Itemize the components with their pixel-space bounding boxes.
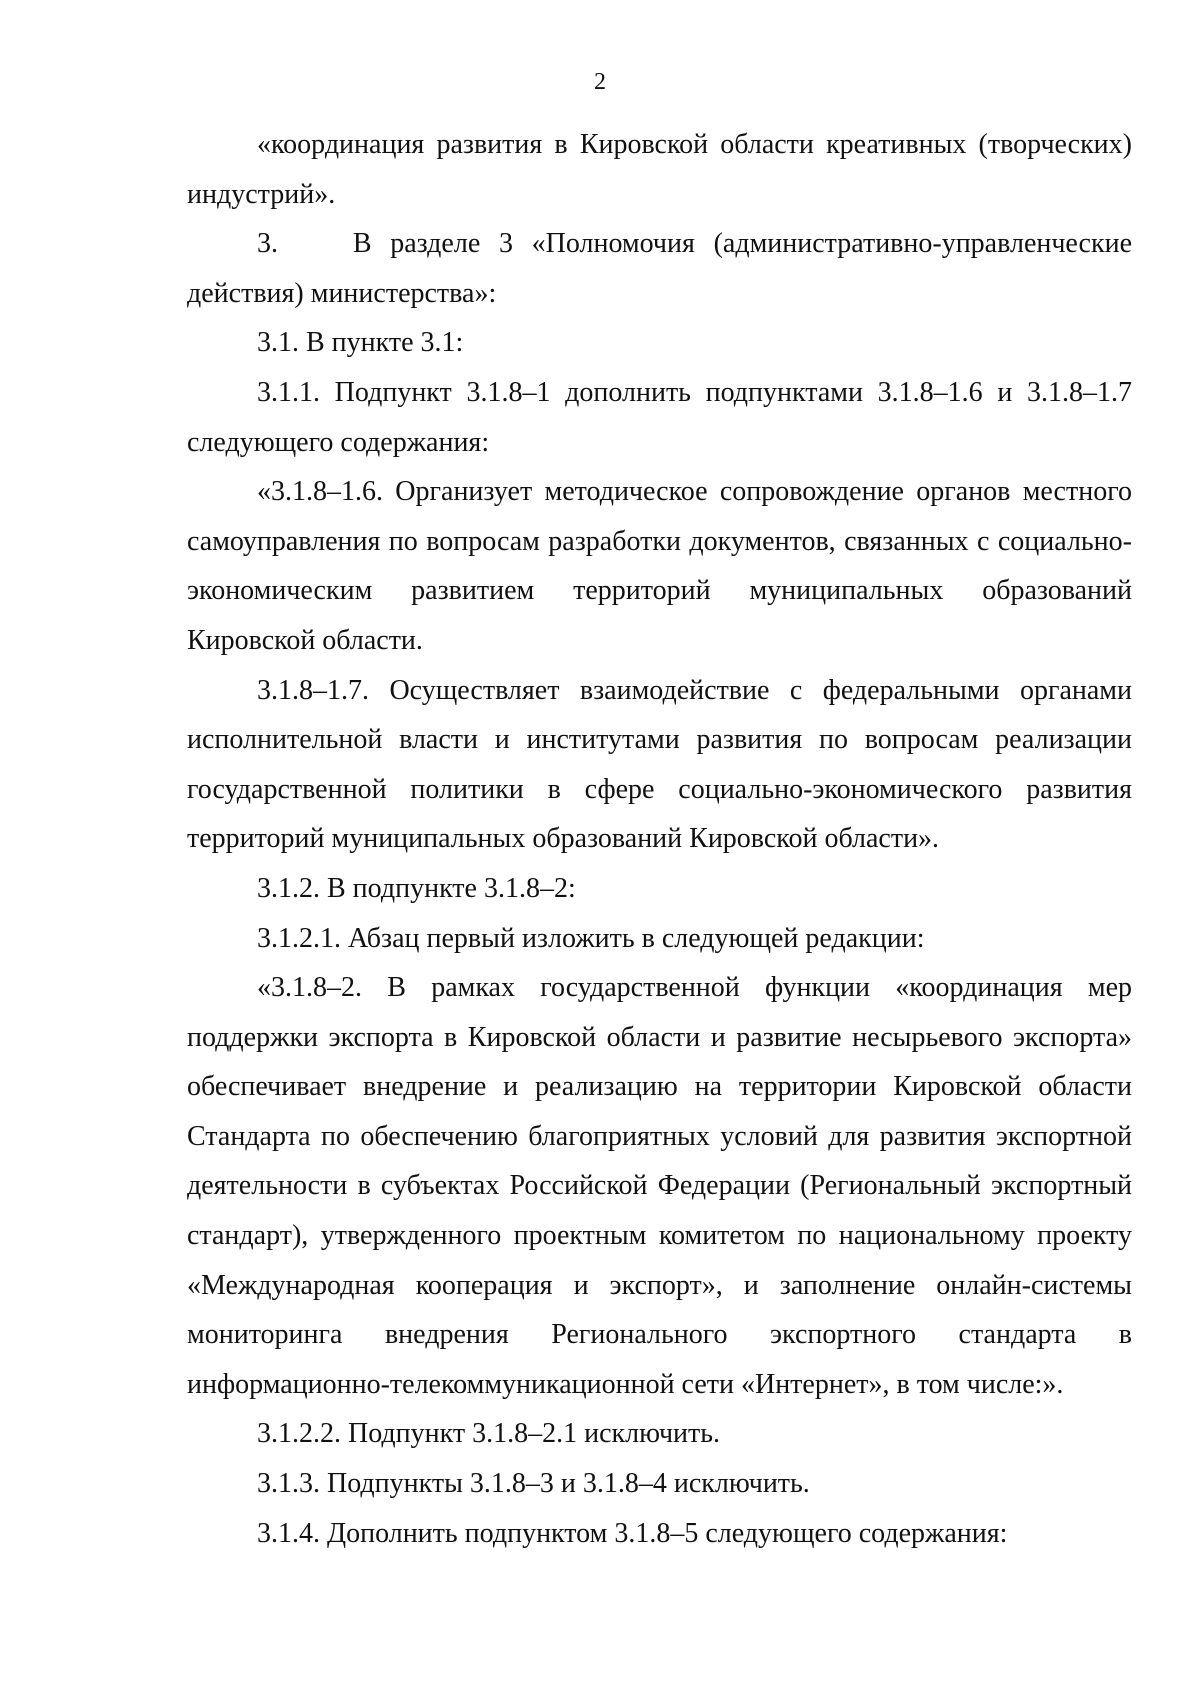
paragraph: 3.1.4. Дополнить подпунктом 3.1.8–5 следующего содержания:	[257, 1517, 1008, 1549]
paragraph: 3.1.2.2. Подпункт 3.1.8–2.1 исключить.	[257, 1418, 721, 1450]
paragraph: 3.1.3. Подпункты 3.1.8–3 и 3.1.8–4 исключить.	[257, 1468, 810, 1500]
paragraph: 3. В разделе 3 «Полномочия (административно-управленческие действия) министерства»:	[187, 228, 1132, 309]
paragraph: 3.1.2. В подпункте 3.1.8–2:	[257, 872, 576, 904]
page-number: 2	[594, 69, 606, 95]
document-body	[187, 120, 1132, 1558]
paragraph: 3.1. В пункте 3.1:	[257, 327, 464, 359]
paragraph: 3.1.8–1.7. Осуществляет взаимодействие с федеральными органами исполнительной власти и институтами развития по вопросам реализации государственной политики в сфере социально-экономического развития территорий муниципальных образований Кировской области».	[187, 674, 1132, 855]
paragraph: 3.1.2.1. Абзац первый изложить в следующей редакции:	[257, 922, 925, 954]
paragraph: 3.1.1. Подпункт 3.1.8–1 дополнить подпунктами 3.1.8–1.6 и 3.1.8–1.7 следующего содержания:	[187, 376, 1132, 458]
paragraph: «координация развития в Кировской области креативных (творческих) индустрий».	[187, 129, 1132, 210]
paragraph: «3.1.8–2. В рамках государственной функции «координация мер поддержки экспорта в Кировской области и развитие несырьевого экспорта» обеспечивает внедрение и реализацию на территории Кировской области Стандарта по обеспечению благоприятных условий для развития экспортной деятельности в субъектах Российской Федерации (Региональный экспортный стандарт), утвержденного проектным комитетом по национальному проекту «Международная кооперация и экспорт», и заполнение онлайн-системы мониторинга внедрения Регионального экспортного стандарта в информационно-телекоммуникационной сети «Интернет», в том числе:».	[187, 972, 1132, 1400]
paragraph: «3.1.8–1.6. Организует методическое сопровождение органов местного самоуправления по вопросам разработки документов, связанных с социально-экономическим развитием территорий муниципальных образований Кировской области.	[187, 476, 1132, 656]
